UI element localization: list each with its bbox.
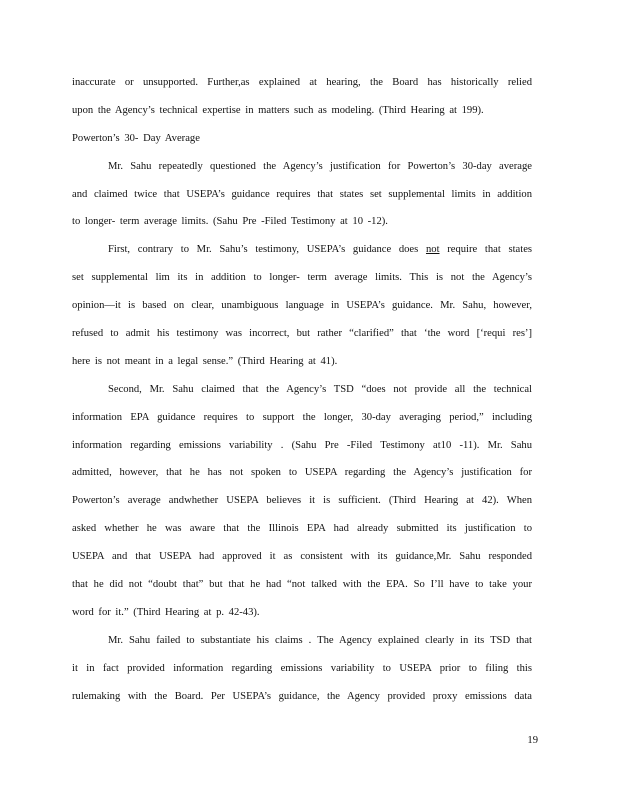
text-line: asked whether he was aware that the Illinois EPA had already submitted its justification to: [72, 523, 532, 535]
text-line: information regarding emissions variability . (Sahu Pre -Filed Testimony at10 -11). Mr. Sahu: [72, 439, 532, 451]
text-line: admitted, however, that he has not spoken to USEPA regarding the Agency’s justification for: [72, 467, 532, 479]
text-line: upon the Agency’s technical expertise in matters such as modeling. (Third Hearing at 199).: [72, 104, 484, 116]
text-line: rulemaking with the Board. Per USEPA’s guidance, the Agency provided proxy emissions data: [72, 690, 532, 702]
text-line: USEPA and that USEPA had approved it as consistent with its guidance,Mr. Sahu responded: [72, 551, 532, 563]
text-line: Second, Mr. Sahu claimed that the Agency’s TSD “does not provide all the technical: [108, 383, 532, 395]
text-line: information EPA guidance requires to support the longer, 30-day averaging period,” including: [72, 411, 532, 423]
text-line: refused to admit his testimony was incorrect, but rather “clarified” that ‘the word [‘requi res’]: [72, 328, 532, 340]
text-fragment: require that states: [447, 244, 533, 256]
text-line: and claimed twice that USEPA’s guidance requires that states set supplemental limits in addition: [72, 188, 532, 200]
text-line: Mr. Sahu failed to substantiate his claims . The Agency explained clearly in its TSD that: [108, 634, 532, 646]
text-line: [72, 236, 532, 264]
text-line: Powerton’s average andwhether USEPA believes it is sufficient. (Third Hearing at 42). When: [72, 495, 532, 507]
section-heading: Powerton’s 30- Day Average: [72, 132, 200, 144]
text-line: it in fact provided information regarding emissions variability to USEPA prior to filing this: [72, 662, 532, 674]
text-line: set supplemental lim its in addition to longer- term average limits. This is not the Agency’s: [72, 272, 532, 284]
text-fragment: First, contrary to Mr. Sahu’s testimony, USEPA’s guidance does: [108, 244, 419, 256]
text-line: opinion—it is based on clear, unambiguous language in USEPA’s guidance. Mr. Sahu, however,: [72, 300, 532, 312]
underlined-word: not: [425, 244, 440, 256]
text-line: inaccurate or unsupported. Further,as explained at hearing, the Board has historically relied: [72, 77, 532, 88]
text-line: to longer- term average limits. (Sahu Pre -Filed Testimony at 10 -12).: [72, 216, 388, 228]
body-text: [72, 69, 532, 710]
text-line: word for it.” (Third Hearing at p. 42-43).: [72, 606, 260, 618]
text-line: that he did not “doubt that” but that he had “not talked with the EPA. So I’ll have to take your: [72, 579, 532, 591]
text-line: Mr. Sahu repeatedly questioned the Agency’s justification for Powerton’s 30-day average: [108, 160, 532, 172]
page-number: 19: [527, 735, 538, 746]
text-line: here is not meant in a legal sense.” (Third Hearing at 41).: [72, 355, 338, 367]
